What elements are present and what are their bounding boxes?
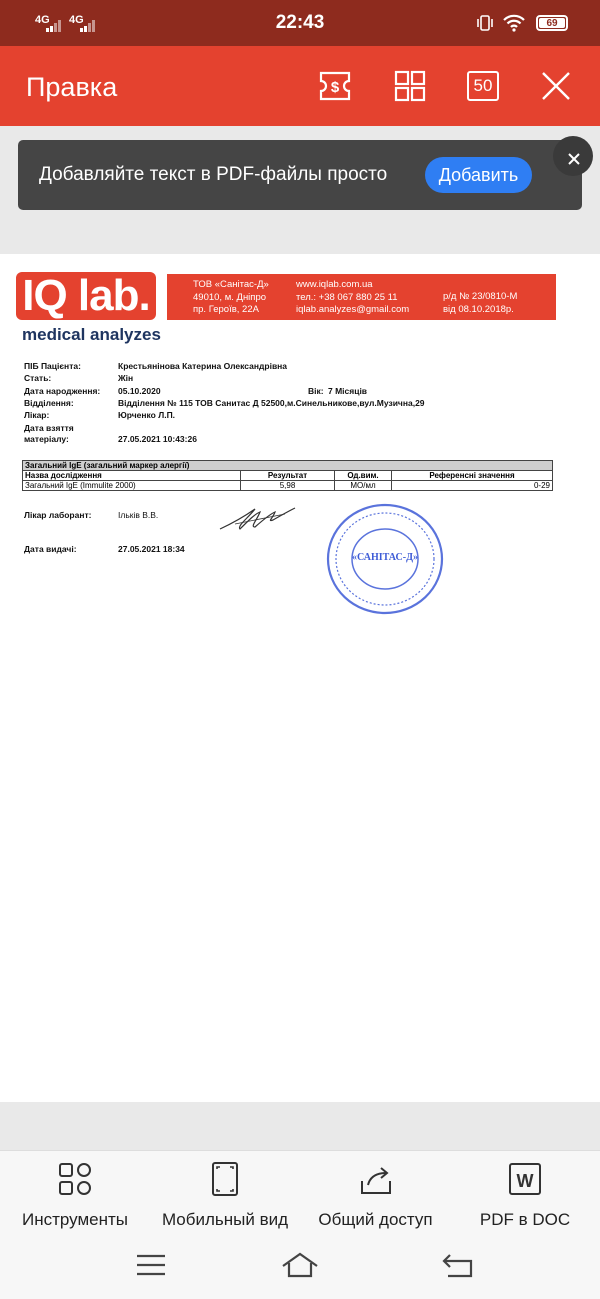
money-icon [315,70,355,102]
col-header-result: Результат [241,471,335,481]
age-label: Вік: [308,386,324,396]
pdf-to-doc-label: PDF в DOC [479,1210,571,1229]
sample-date: 27.05.2021 10:43:26 [118,434,197,444]
company-city: 49010, м. Дніпро [193,291,267,303]
tools-icon [57,1161,93,1197]
iq-lab-logo: IQ lab. [16,272,156,320]
battery-level: 69 [539,18,565,28]
contact-email: iqlab.analyzes@gmail.com [296,304,410,315]
pdf-page [0,254,600,1102]
close-icon [567,152,581,166]
mobile-view-label: Мобильный вид [161,1210,289,1229]
close-icon [540,70,572,102]
mobile-view-icon [207,1161,243,1197]
doctor-value: Юрченко Л.П. [118,410,176,420]
dept-value: Відділення № 115 ТОВ Санитас Д 52500,м.Синельникове,вул.Музична,29 [118,398,425,408]
test-result: 5,98 [241,481,335,491]
stamp-text: «САНІТАС-Д» [352,552,418,563]
menu-icon[interactable] [131,1250,171,1280]
company-street: пр. Героїв, 22А [193,304,259,315]
test-unit: МО/мл [335,481,392,491]
banner-close-button[interactable] [553,136,593,176]
col-header-reference: Референсні значення [392,471,553,481]
svg-text:$: $ [330,79,340,96]
svg-text:W: W [516,1171,534,1191]
page-count-button[interactable] [463,68,503,104]
signature-block [0,254,600,654]
dept-label: Відділення: [24,398,74,408]
sex-label: Стать: [24,373,52,383]
word-doc-icon [507,1161,543,1197]
banner-text: Добавляйте текст в PDF-файлы просто [39,164,388,185]
tools-label: Инструменты [21,1210,128,1229]
system-nav-bar [0,1236,600,1299]
col-header-name: Назва дослідження [23,471,241,481]
license-date: від 08.10.2018р. [443,303,514,315]
dob-label: Дата народження: [24,386,101,396]
stamp-image [325,502,445,617]
test-reference: 0-29 [392,481,553,491]
page-count: 50 [467,71,499,101]
sex-value: Жін [118,373,134,383]
network-type-1: 4G [35,14,50,26]
dob-value: 05.10.2020 [118,386,161,396]
share-label: Общий доступ [318,1210,433,1229]
share-icon [358,1161,394,1197]
issue-date: 27.05.2021 18:34 [118,544,185,554]
promo-banner [18,140,582,210]
table-section-title: Загальний IgE (загальний маркер алергії) [23,461,553,471]
add-button[interactable]: Добавить [425,157,532,193]
doctor-label: Лікар: [24,410,50,420]
issue-date-label: Дата видачі: [24,544,77,554]
license-number: р/д № 23/0810-М [443,291,518,302]
page-title: Правка [26,72,118,102]
test-name: Загальний IgE (Immulite 2000) [23,481,241,491]
contact-phone: тел.: +38 067 880 25 11 [296,291,398,303]
lab-doctor-label: Лікар лаборант: [24,510,92,520]
home-icon[interactable] [280,1250,320,1280]
bottom-toolbar [0,1150,600,1236]
sample-label-2: матеріалу: [24,434,69,444]
age-value: 7 Місяців [328,386,368,396]
tools-button[interactable] [14,1161,136,1230]
app-bar [0,46,600,126]
lab-doctor-name: Ільків В.В. [118,510,159,520]
close-button[interactable] [536,68,576,104]
patient-name: Крестьянінова Катерина Олександрівна [118,361,288,371]
wifi-icon [503,13,525,33]
network-type-2: 4G [69,14,84,26]
company-name: ТОВ «Санітас-Д» [193,279,269,290]
vibrate-icon [476,14,494,32]
back-icon[interactable] [438,1250,478,1280]
grid-icon [394,70,426,102]
sample-label-1: Дата взяття [24,423,74,433]
thumbnails-button[interactable] [390,68,430,104]
patient-label: ПІБ Пацієнта: [24,361,81,371]
contact-website: www.iqlab.com.ua [296,279,373,290]
fill-sign-button[interactable] [315,68,355,104]
pdf-to-doc-button[interactable] [478,1161,572,1230]
mobile-view-button[interactable] [155,1161,295,1230]
signature-image [215,494,300,539]
status-bar [0,0,600,46]
battery-icon [536,15,568,31]
document-viewer[interactable] [0,126,600,1150]
share-button[interactable] [312,1161,439,1230]
clock: 22:43 [275,12,325,33]
logo-subtitle: medical analyzes [22,325,161,344]
col-header-unit: Од.вим. [335,471,392,481]
